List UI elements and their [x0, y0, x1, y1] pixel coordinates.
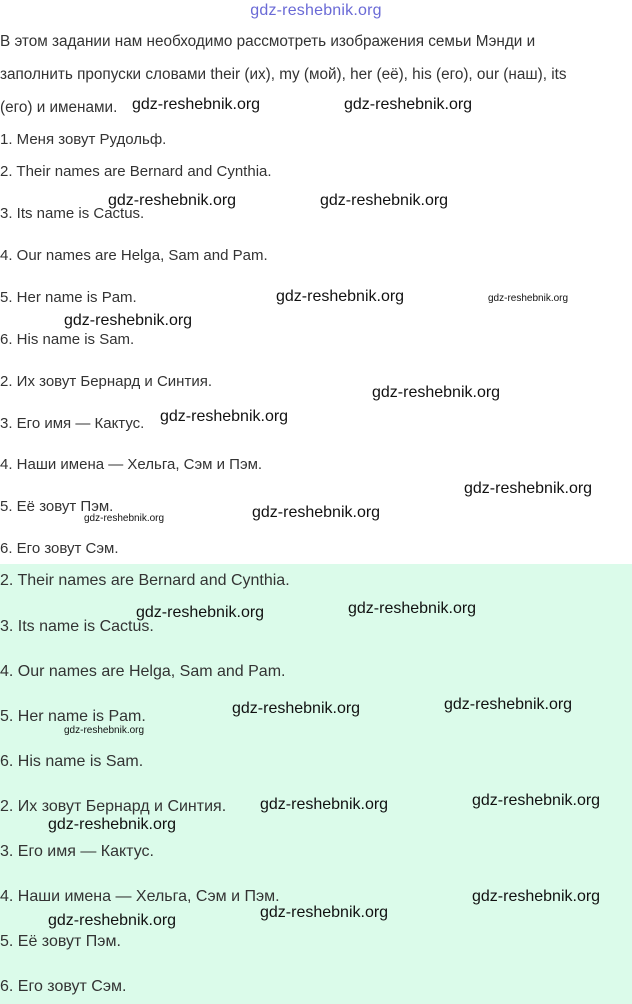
answer-line: 1. Меня зовут Рудольф. — [0, 131, 167, 148]
watermark: gdz-reshebnik.org — [136, 604, 265, 621]
watermark: gdz-reshebnik.org — [488, 293, 569, 304]
highlighted-answer-line: 6. His name is Sam. — [0, 753, 144, 770]
watermark: gdz-reshebnik.org — [160, 408, 289, 425]
watermark: gdz-reshebnik.org — [64, 312, 193, 329]
highlighted-answer-line: 6. Его зовут Сэм. — [0, 978, 127, 995]
answer-line: 2. Их зовут Бернард и Синтия. — [0, 373, 213, 390]
highlighted-answer-line: 2. Их зовут Бернард и Синтия. — [0, 798, 227, 815]
watermark: gdz-reshebnik.org — [464, 480, 593, 497]
watermark: gdz-reshebnik.org — [132, 96, 261, 113]
watermark: gdz-reshebnik.org — [348, 600, 477, 617]
watermark: gdz-reshebnik.org — [444, 696, 573, 713]
highlighted-answer-line: 4. Our names are Helga, Sam and Pam. — [0, 663, 286, 680]
answer-line: 4. Наши имена — Хельга, Сэм и Пэм. — [0, 456, 263, 473]
intro-line-1: В этом задании нам необходимо рассмотреть изображения семьи Мэнди и — [0, 33, 536, 50]
watermark: gdz-reshebnik.org — [48, 912, 177, 929]
answer-line: 3. Его имя — Кактус. — [0, 415, 145, 432]
highlighted-answer-line: 5. Her name is Pam. — [0, 708, 146, 725]
watermark: gdz-reshebnik.org — [260, 904, 389, 921]
highlighted-answer-line: 5. Её зовут Пэм. — [0, 933, 121, 950]
watermark: gdz-reshebnik.org — [344, 96, 473, 113]
watermark: gdz-reshebnik.org — [260, 796, 389, 813]
header-watermark: gdz-reshebnik.org — [250, 2, 382, 19]
intro-line-3: (его) и именами. — [0, 99, 118, 116]
watermark: gdz-reshebnik.org — [108, 192, 237, 209]
watermark: gdz-reshebnik.org — [64, 725, 145, 736]
watermark: gdz-reshebnik.org — [48, 816, 177, 833]
intro-line-2: заполнить пропуски словами their (их), my (мой), her (её), his (его), our (наш), its — [0, 66, 567, 83]
answer-line: 5. Её зовут Пэм. — [0, 498, 114, 515]
watermark: gdz-reshebnik.org — [472, 792, 601, 809]
watermark: gdz-reshebnik.org — [320, 192, 449, 209]
watermark: gdz-reshebnik.org — [232, 700, 361, 717]
answer-line: 4. Our names are Helga, Sam and Pam. — [0, 247, 268, 264]
answer-line: 5. Her name is Pam. — [0, 289, 137, 306]
answer-line: 3. Its name is Cactus. — [0, 205, 145, 222]
watermark: gdz-reshebnik.org — [472, 888, 601, 905]
highlighted-answer-line: 4. Наши имена — Хельга, Сэм и Пэм. — [0, 888, 280, 905]
watermark: gdz-reshebnik.org — [252, 504, 381, 521]
watermark: gdz-reshebnik.org — [84, 513, 165, 524]
highlighted-answer-line: 3. Its name is Cactus. — [0, 618, 154, 635]
watermark: gdz-reshebnik.org — [372, 384, 501, 401]
answer-line: 6. Его зовут Сэм. — [0, 540, 119, 557]
watermark: gdz-reshebnik.org — [276, 288, 405, 305]
highlighted-answer-line: 2. Their names are Bernard and Cynthia. — [0, 572, 290, 589]
answer-line: 2. Their names are Bernard and Cynthia. — [0, 163, 272, 180]
highlighted-answer-line: 3. Его имя — Кактус. — [0, 843, 154, 860]
answer-line: 6. His name is Sam. — [0, 331, 135, 348]
